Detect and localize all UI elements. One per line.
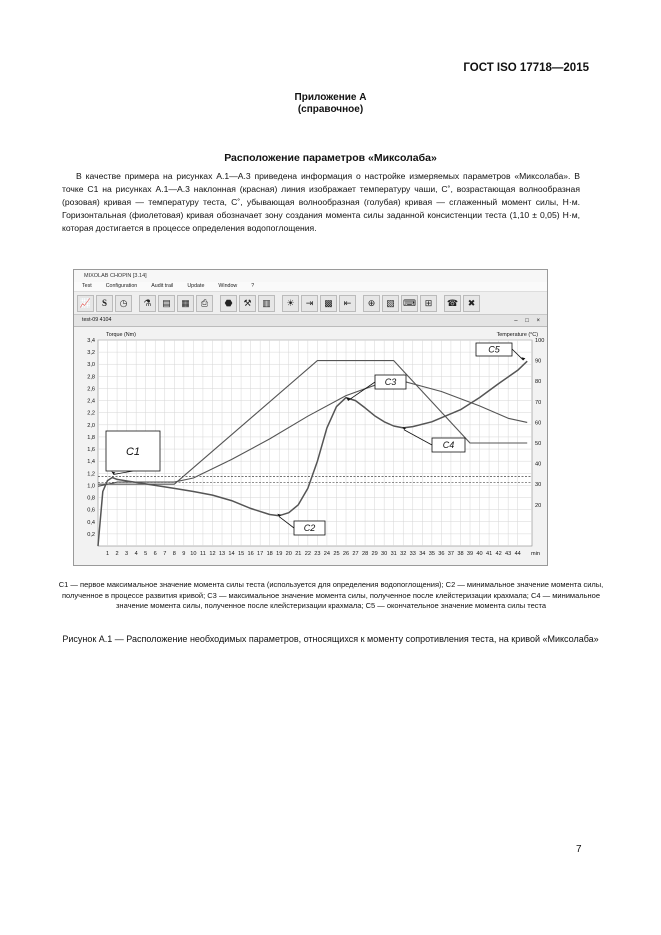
x-tick-label: 23 — [314, 551, 321, 557]
y2-tick-label: 90 — [535, 358, 542, 365]
x-tick-label: 3 — [125, 551, 129, 557]
subwindow-title: test-09 4104 — [82, 317, 112, 323]
x-tick-label: 20 — [285, 551, 292, 557]
x-tick-label: 14 — [228, 551, 235, 557]
y2-axis-label: Temperature (°C) — [496, 332, 538, 338]
y-tick-label: 3,4 — [87, 338, 95, 344]
x-tick-label: 21 — [295, 551, 302, 557]
x-tick-label: 43 — [505, 551, 512, 557]
menu-window[interactable]: Window — [218, 283, 238, 289]
intro-paragraph: В качестве примера на рисунках А.1—А.3 приведена информация о настройке измеряемых параметров «Миксолаба». В точке С1 на рисунках А.1—А.3 наклонная (красная) линия изображает температуру чаши, С˚, возрастающая волнообразная (розовая) кривая — температуру теста, С˚, убывающая волнообразная (голубая) кривая — сглаженный момент силы, Н·м. Горизонтальная (фиолетовая) кривая обозначает зону создания момента силы заданной консистенции теста (1,10 ± 0,05) Н·м, которая достигается в процессе определения водопоглощения. — [62, 171, 580, 234]
x-tick-label: 15 — [237, 551, 245, 557]
document-icon[interactable]: ▦ — [177, 295, 194, 312]
y-tick-label: 0,6 — [87, 507, 95, 514]
x-tick-label: 5 — [144, 551, 148, 557]
x-tick-label: 37 — [447, 551, 455, 557]
toolbar — [74, 292, 547, 315]
menu-configuration[interactable]: Configuration — [105, 283, 138, 289]
printer-icon[interactable]: ⎙ — [196, 295, 213, 312]
callout-label-c2: C2 — [303, 523, 316, 534]
subwindow-controls[interactable]: – □ × — [514, 318, 543, 324]
y-tick-label: 3,2 — [87, 350, 95, 357]
x-tick-label: 18 — [266, 551, 273, 557]
flask-icon[interactable]: ⚗ — [139, 295, 156, 312]
calculator-icon[interactable]: ▩ — [320, 295, 337, 312]
x-tick-label: 9 — [182, 551, 186, 557]
y-tick-label: 1,6 — [87, 447, 95, 454]
keyboard-icon[interactable]: ⌨ — [401, 295, 418, 312]
callout-label-c1: C1 — [125, 445, 141, 458]
s-icon[interactable]: S — [96, 295, 113, 312]
y2-tick-label: 20 — [535, 502, 542, 509]
callout-label-c3: C3 — [384, 377, 397, 388]
x-tick-label: 28 — [361, 551, 369, 557]
x-tick-label: 16 — [247, 551, 254, 557]
callout-label-c5: C5 — [488, 344, 500, 355]
x-tick-label: 32 — [400, 551, 407, 557]
x-tick-label: 24 — [323, 551, 331, 557]
figure-caption: Рисунок А.1 — Расположение необходимых параметров, относящихся к моменту сопротивления теста, на кривой «Миксолаба» — [62, 634, 599, 644]
x-tick-label: 17 — [257, 551, 264, 557]
section-title: Расположение параметров «Миксолаба» — [224, 152, 437, 164]
y-tick-label: 0,8 — [87, 495, 95, 502]
import-icon[interactable]: ⇤ — [339, 295, 356, 312]
y2-tick-label: 40 — [535, 461, 542, 468]
y-tick-label: 3,0 — [87, 362, 95, 369]
window-title: MIXOLAB CHOPIN [3.14] — [74, 270, 547, 282]
y-tick-label: 1,0 — [87, 483, 95, 490]
tools-icon[interactable]: ⚒ — [239, 295, 256, 312]
x-tick-label: 12 — [209, 551, 216, 557]
x-tick-label: 10 — [190, 551, 197, 557]
page-number: 7 — [576, 844, 582, 855]
x-tick-label: 8 — [172, 551, 176, 557]
export-icon[interactable]: ⇥ — [301, 295, 318, 312]
x-tick-label: 13 — [218, 551, 226, 557]
annex-subtitle: (справочное) — [297, 104, 364, 115]
x-tick-label: 34 — [419, 551, 426, 557]
x-tick-label: 30 — [381, 551, 388, 557]
y2-tick-label: 100 — [535, 338, 545, 344]
x-tick-label: 38 — [457, 551, 464, 557]
y2-tick-label: 80 — [535, 379, 542, 386]
x-tick-label: 42 — [495, 551, 502, 557]
x-axis-label: min — [531, 551, 541, 557]
zoom-icon[interactable]: ⊕ — [363, 295, 380, 312]
menu-update[interactable]: Update — [187, 283, 205, 289]
network-icon[interactable]: ⊞ — [420, 295, 437, 312]
menu-bar — [74, 282, 547, 292]
stats-icon[interactable]: ▥ — [258, 295, 275, 312]
y-tick-label: 1,8 — [87, 434, 95, 441]
y-axis-label: Torque (Nm) — [106, 332, 136, 338]
plot-area — [98, 340, 532, 546]
callout-label-c4: C4 — [442, 440, 455, 451]
x-tick-label: 44 — [514, 551, 521, 557]
y-tick-label: 2,4 — [87, 398, 95, 405]
y2-tick-label: 60 — [535, 420, 542, 427]
mixolab-chart — [74, 326, 547, 565]
y-tick-label: 1,2 — [87, 471, 95, 478]
y-tick-label: 1,4 — [87, 459, 95, 466]
y-tick-label: 0,2 — [87, 531, 95, 538]
bulb-icon[interactable]: ☀ — [282, 295, 299, 312]
x-tick-label: 29 — [371, 551, 378, 557]
menu-help[interactable]: ? — [251, 283, 255, 289]
y2-tick-label: 30 — [535, 482, 542, 489]
y-tick-label: 2,0 — [87, 422, 95, 429]
x-tick-label: 41 — [485, 551, 493, 557]
phone-icon[interactable]: ☎ — [444, 295, 461, 312]
x-tick-label: 31 — [390, 551, 397, 557]
folder-icon[interactable]: ▤ — [158, 295, 175, 312]
y2-tick-label: 70 — [535, 399, 542, 406]
x-tick-label: 33 — [409, 551, 416, 557]
y-tick-label: 2,6 — [87, 386, 95, 393]
stop-icon[interactable]: ⬣ — [220, 295, 237, 312]
x-tick-label: 26 — [342, 551, 350, 557]
standard-number: ГОСТ ISO 17718—2015 — [463, 62, 589, 74]
x-tick-label: 40 — [476, 551, 483, 557]
x-tick-label: 27 — [352, 551, 359, 557]
x-tick-label: 19 — [276, 551, 283, 557]
analysis-icon[interactable]: ▧ — [382, 295, 399, 312]
x-tick-label: 39 — [466, 551, 474, 557]
x-tick-label: 2 — [115, 551, 119, 557]
x-tick-label: 4 — [134, 551, 138, 557]
x-tick-label: 22 — [304, 551, 311, 557]
x-tick-label: 6 — [153, 551, 157, 557]
x-tick-label: 36 — [438, 551, 445, 557]
y2-tick-label: 50 — [535, 441, 542, 447]
figure-key: С1 — первое максимальное значение момента силы теста (используется для определения водопоглощения); С2 — минимальное значение момента силы, полученное в процессе развития кривой; С3 — максимальное значение момента силы, полученное после клейстеризации крахмала; С4 — минимальное значение момента силы, полученное после клейстеризации крахмала; С5 — окончательное значение момента силы теста — [58, 580, 604, 611]
x-tick-label: 11 — [200, 551, 206, 557]
x-tick-label: 35 — [428, 551, 435, 557]
annex-title: Приложение А — [294, 92, 367, 103]
x-tick-label: 7 — [163, 551, 167, 557]
menu-test[interactable]: Test — [82, 283, 92, 289]
y-tick-label: 0,4 — [87, 519, 95, 526]
menu-audit-trail[interactable]: Audit trail — [151, 283, 174, 289]
y-tick-label: 2,8 — [87, 374, 95, 381]
y-tick-label: 2,2 — [87, 410, 95, 417]
x-tick-label: 1 — [105, 551, 110, 557]
gauge-icon[interactable]: ◷ — [115, 295, 132, 312]
mixolab-window — [73, 269, 548, 566]
chart-icon[interactable]: 📈 — [77, 295, 94, 312]
close-icon[interactable]: ✖ — [463, 295, 480, 312]
x-tick-label: 25 — [333, 551, 340, 557]
